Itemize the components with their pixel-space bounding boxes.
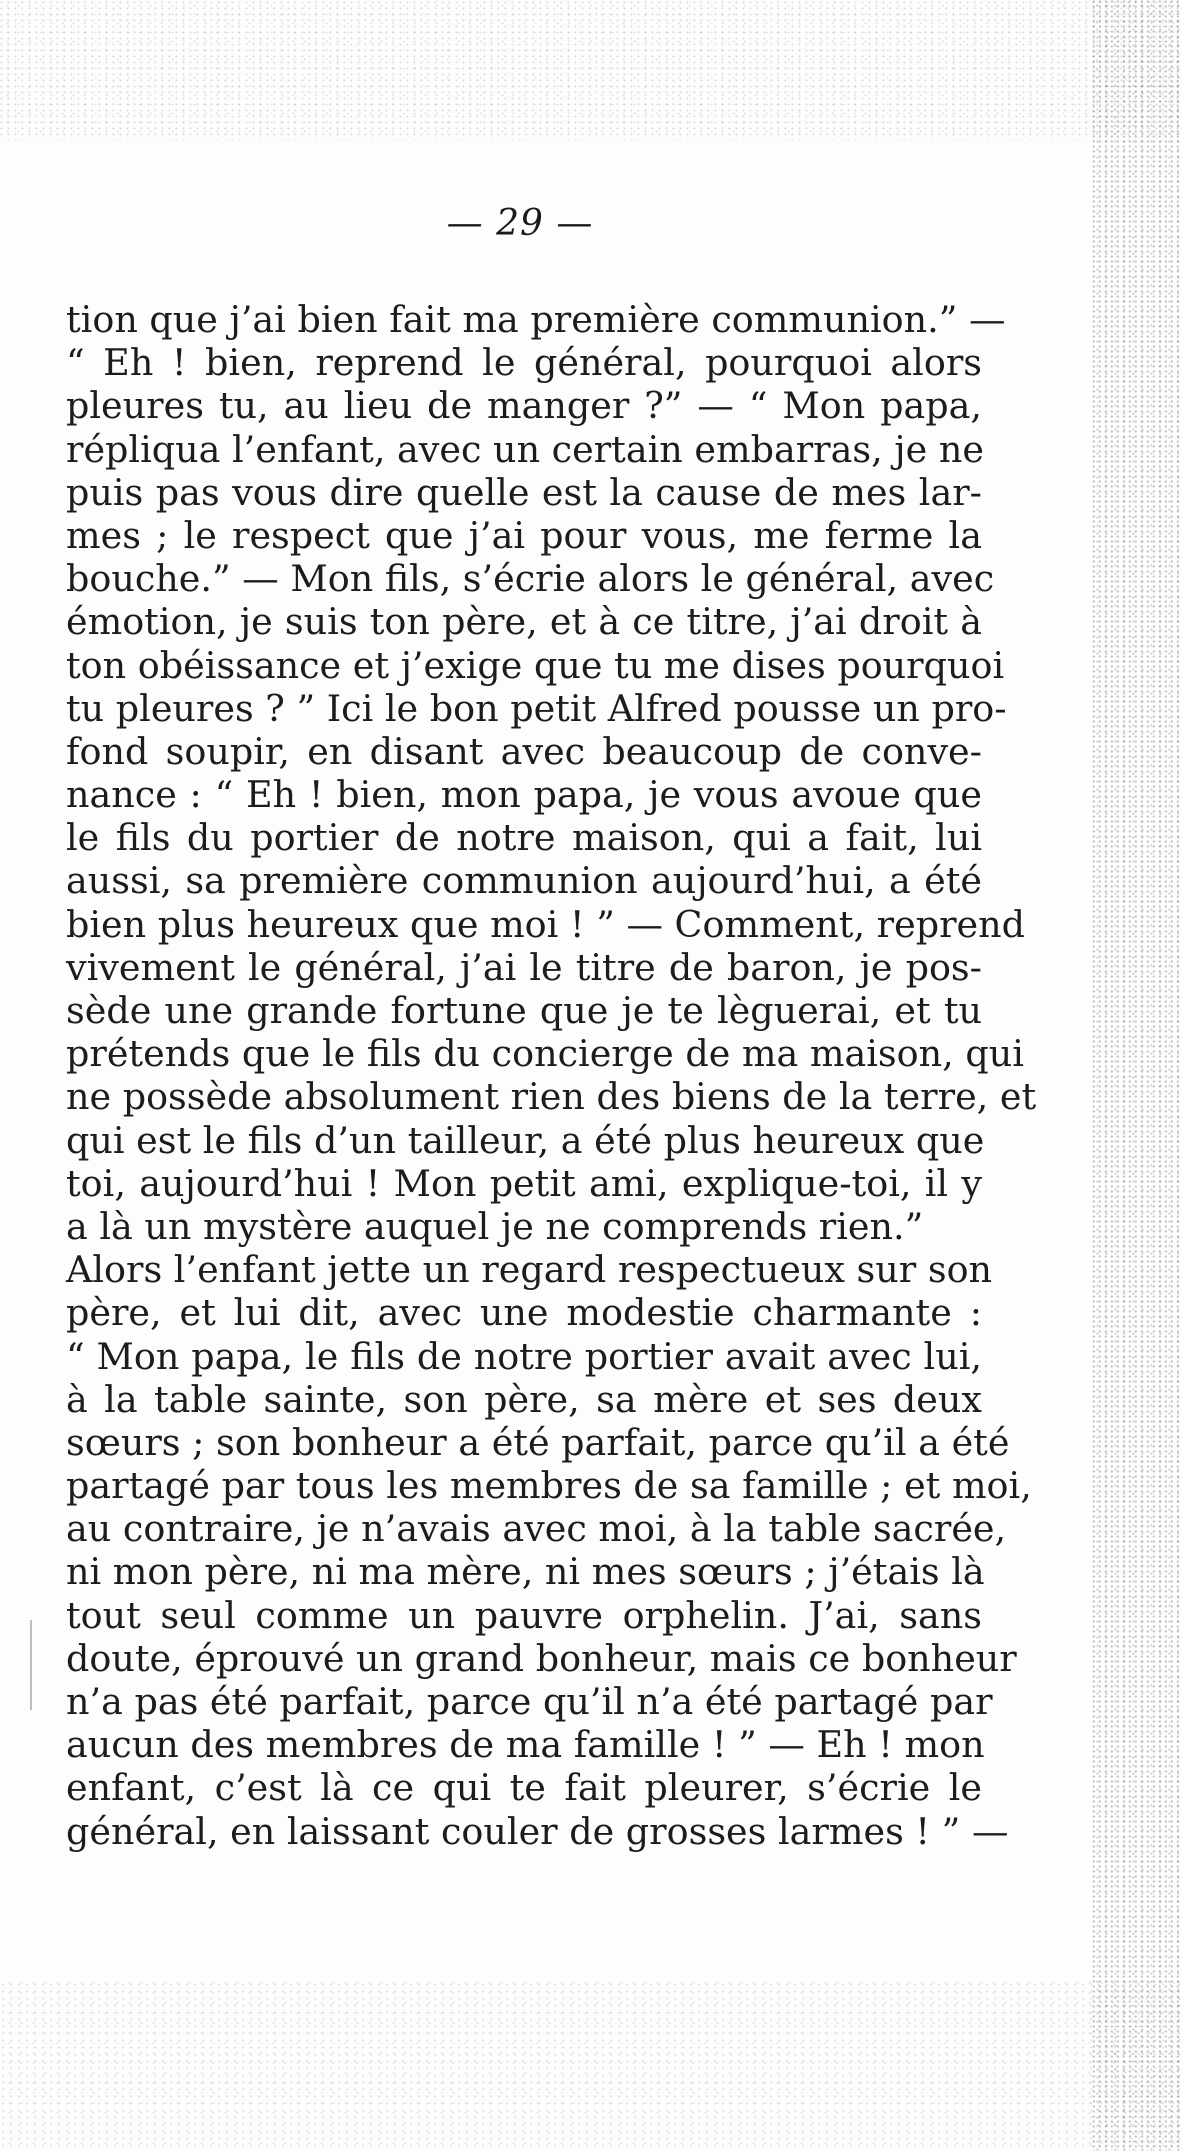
text-line: tu pleures ? ” Ici le bon petit Alfred pousse un pro- <box>66 686 1007 730</box>
text-line: toi, aujourd’hui ! Mon petit ami, explique-toi, il y <box>66 1161 982 1205</box>
text-line: bouche.” — Mon fils, s’écrie alors le général, avec <box>66 557 995 601</box>
text-line: ni mon père, ni ma mère, ni mes sœurs ; j’étais là <box>66 1550 985 1594</box>
text-line: ne possède absolument rien des biens de la terre, et <box>66 1075 1037 1119</box>
scan-noise-top <box>0 0 1182 140</box>
text-line: bien plus heureux que moi ! ” — Comment, reprend <box>66 902 1025 946</box>
text-line: vivement le général, j’ai le titre de baron, je pos- <box>66 945 982 989</box>
body-text <box>66 298 1037 1853</box>
text-line: répliqua l’enfant, avec un certain embarras, je ne <box>66 427 984 471</box>
text-line: partagé par tous les membres de sa famille ; et moi, <box>66 1464 1032 1508</box>
text-line: n’a pas été parfait, parce qu’il n’a été partagé par <box>66 1680 993 1723</box>
text-line: tion que j’ai bien fait ma première communion.” — <box>66 298 1006 341</box>
text-line: ton obéissance et j’exige que tu me dises pourquoi <box>66 643 1005 687</box>
text-line: sède une grande fortune que je te lèguerai, et tu <box>66 989 982 1032</box>
page-number: — 29 — <box>446 203 594 244</box>
text-line: fond soupir, en disant avec beaucoup de conve- <box>66 729 982 773</box>
text-line: au contraire, je n’avais avec moi, à la table sacrée, <box>66 1507 1007 1551</box>
text-line: mes ; le respect que j’ai pour vous, me ferme la <box>66 513 982 557</box>
scan-noise-bottom <box>0 1981 1182 2151</box>
scan-noise-right-edge <box>1092 0 1182 2151</box>
text-line: a là un mystère auquel je ne comprends rien.” <box>66 1204 924 1248</box>
text-line: à la table sainte, son père, sa mère et ses deux <box>66 1377 982 1421</box>
text-line: le fils du portier de notre maison, qui a fait, lui <box>66 816 982 860</box>
text-line: aucun des membres de ma famille ! ” — Eh ! mon <box>66 1723 985 1767</box>
text-line: “ Mon papa, le fils de notre portier avait avec lui, <box>66 1334 982 1378</box>
text-line: doute, éprouvé un grand bonheur, mais ce bonheur <box>66 1636 1017 1680</box>
text-line: puis pas vous dire quelle est la cause de mes lar- <box>66 470 982 514</box>
margin-mark <box>30 1620 32 1710</box>
text-line: “ Eh ! bien, reprend le général, pourquoi alors <box>66 341 982 385</box>
text-line: pleures tu, au lieu de manger ?” — “ Mon papa, <box>66 384 982 428</box>
text-line: sœurs ; son bonheur a été parfait, parce qu’il a été <box>66 1420 1010 1464</box>
text-line: Alors l’enfant jette un regard respectueux sur son <box>66 1248 993 1292</box>
text-line: nance : “ Eh ! bien, mon papa, je vous avoue que <box>66 773 982 817</box>
text-line: émotion, je suis ton père, et à ce titre, j’ai droit à <box>66 600 982 644</box>
text-line: père, et lui dit, avec une modestie charmante : <box>66 1291 982 1335</box>
text-line: enfant, c’est là ce qui te fait pleurer, s’écrie le <box>66 1766 982 1810</box>
text-line: général, en laissant couler de grosses larmes ! ” — <box>66 1809 1009 1853</box>
text-line: tout seul comme un pauvre orphelin. J’ai, sans <box>66 1593 982 1637</box>
text-line: qui est le fils d’un tailleur, a été plus heureux que <box>66 1118 985 1162</box>
text-line: prétends que le fils du concierge de ma maison, qui <box>66 1032 1024 1076</box>
text-line: aussi, sa première communion aujourd’hui, a été <box>66 859 982 903</box>
